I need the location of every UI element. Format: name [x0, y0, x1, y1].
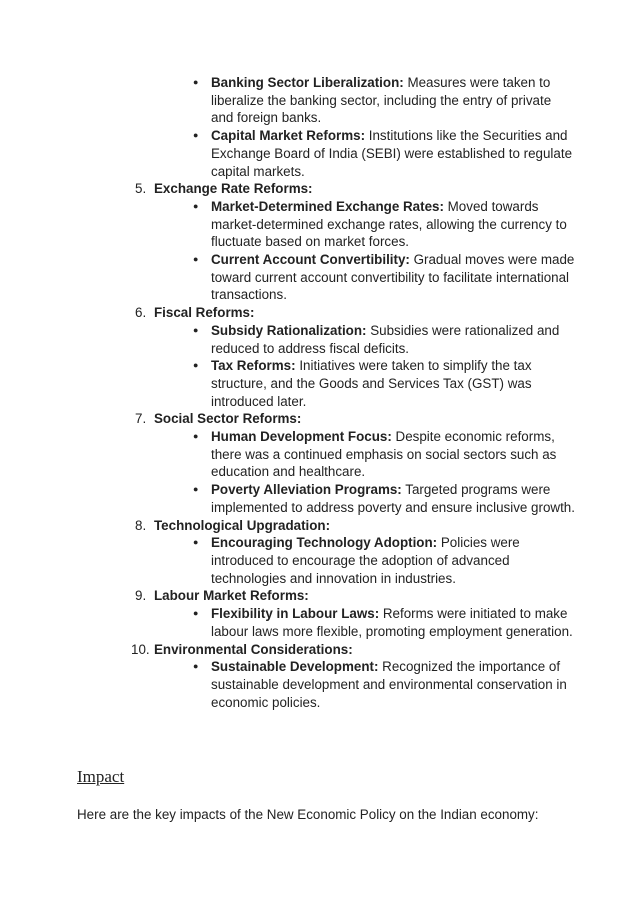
bullet-glyph: ● [193, 130, 199, 141]
list-number: 9. [135, 588, 147, 604]
reform-bullet-list [0, 428, 638, 517]
bullet-glyph: ● [193, 200, 199, 211]
bullet-glyph: ● [193, 661, 199, 672]
bullet-text: Initiatives were taken to simplify the tax structure, and the Goods and Services Tax (GST) was introduced later. [211, 358, 532, 409]
bullet-glyph: ● [193, 484, 199, 495]
bullet-label: Tax Reforms: [211, 358, 296, 374]
bullet-glyph: ● [193, 431, 199, 442]
reform-bullet-list [0, 658, 638, 711]
bullet-item [0, 251, 638, 304]
bullet-label: Current Account Convertibility: [211, 252, 410, 268]
list-number: 6. [135, 305, 147, 321]
bullet-item [0, 481, 638, 516]
bullet-text: Recognized the importance of sustainable development and environmental conservation in economic policies. [211, 659, 567, 710]
bullet-item [0, 534, 638, 587]
bullet-glyph: ● [193, 537, 199, 548]
reform-item-exchange-rate [0, 180, 638, 198]
bullet-label: Capital Market Reforms: [211, 128, 366, 144]
reform-title: Technological Upgradation: [154, 517, 331, 533]
bullet-label: Banking Sector Liberalization: [211, 75, 404, 90]
bullet-text: Measures were taken to liberalize the banking sector, including the entry of private and foreign banks. [211, 75, 552, 126]
list-number: 7. [135, 411, 147, 427]
reform-item-technological [0, 517, 638, 535]
list-number: 8. [135, 517, 147, 533]
bullet-item [0, 322, 638, 357]
bullet-glyph: ● [193, 254, 199, 265]
reform-bullet-list [0, 198, 638, 304]
bullet-glyph: ● [193, 608, 199, 619]
section-heading-impact: Impact [77, 767, 125, 786]
list-number: 10. [131, 641, 150, 657]
reforms-list [0, 74, 638, 711]
bullet-text: Policies were introduced to encourage the adoption of advanced technologies and innovation in industries. [211, 535, 520, 586]
bullet-item [0, 605, 638, 640]
reform-bullet-list [0, 605, 638, 640]
bullet-text: Institutions like the Securities and Exchange Board of India (SEBI) were established to regulate capital markets. [211, 128, 573, 179]
bullet-label: Market-Determined Exchange Rates: [211, 198, 444, 214]
bullet-glyph: ● [193, 324, 199, 335]
bullet-text: Reforms were initiated to make labour laws more flexible, promoting employment generation. [211, 606, 573, 639]
bullet-label: Human Development Focus: [211, 429, 392, 445]
reform-title: Exchange Rate Reforms: [154, 181, 313, 197]
bullet-item [0, 658, 638, 711]
bullet-item [0, 357, 638, 410]
bullet-label: Sustainable Development: [211, 659, 379, 675]
bullet-item [0, 198, 638, 251]
bullet-text: Gradual moves were made toward current account convertibility to facilitate international transactions. [211, 252, 575, 303]
bullet-text: Targeted programs were implemented to address poverty and ensure inclusive growth. [211, 482, 575, 515]
reform-item-social-sector [0, 410, 638, 428]
bullet-text: Subsidies were rationalized and reduced to address fiscal deficits. [211, 322, 560, 356]
bullet-label: Poverty Alleviation Programs: [211, 482, 402, 498]
continuation-bullet-list [0, 74, 638, 180]
bullet-label: Encouraging Technology Adoption: [211, 535, 438, 551]
reform-item-fiscal [0, 304, 638, 322]
bullet-label: Flexibility in Labour Laws: [211, 606, 380, 622]
bullet-text: Despite economic reforms, there was a continued emphasis on social sectors such as education and healthcare. [211, 429, 557, 480]
reform-title: Environmental Considerations: [154, 641, 353, 657]
bullet-text: Moved towards market-determined exchange rates, allowing the currency to fluctuate based on market forces. [211, 198, 567, 250]
reform-title: Labour Market Reforms: [154, 588, 309, 604]
bullet-label: Subsidy Rationalization: [211, 322, 367, 338]
reform-title: Social Sector Reforms: [154, 411, 302, 427]
reform-bullet-list [0, 534, 638, 587]
bullet-item [0, 428, 638, 481]
reform-bullet-list [0, 322, 638, 411]
bullet-item-banking [0, 74, 638, 127]
impact-intro-paragraph: Here are the key impacts of the New Economic Policy on the Indian economy: [77, 807, 539, 822]
reform-item-environmental [0, 641, 638, 659]
bullet-glyph: ● [193, 77, 199, 87]
reform-title: Fiscal Reforms: [154, 305, 255, 321]
list-number: 5. [135, 181, 147, 197]
bullet-item-capital-market [0, 127, 638, 180]
reform-item-labour-market [0, 587, 638, 605]
bullet-glyph: ● [193, 360, 199, 371]
